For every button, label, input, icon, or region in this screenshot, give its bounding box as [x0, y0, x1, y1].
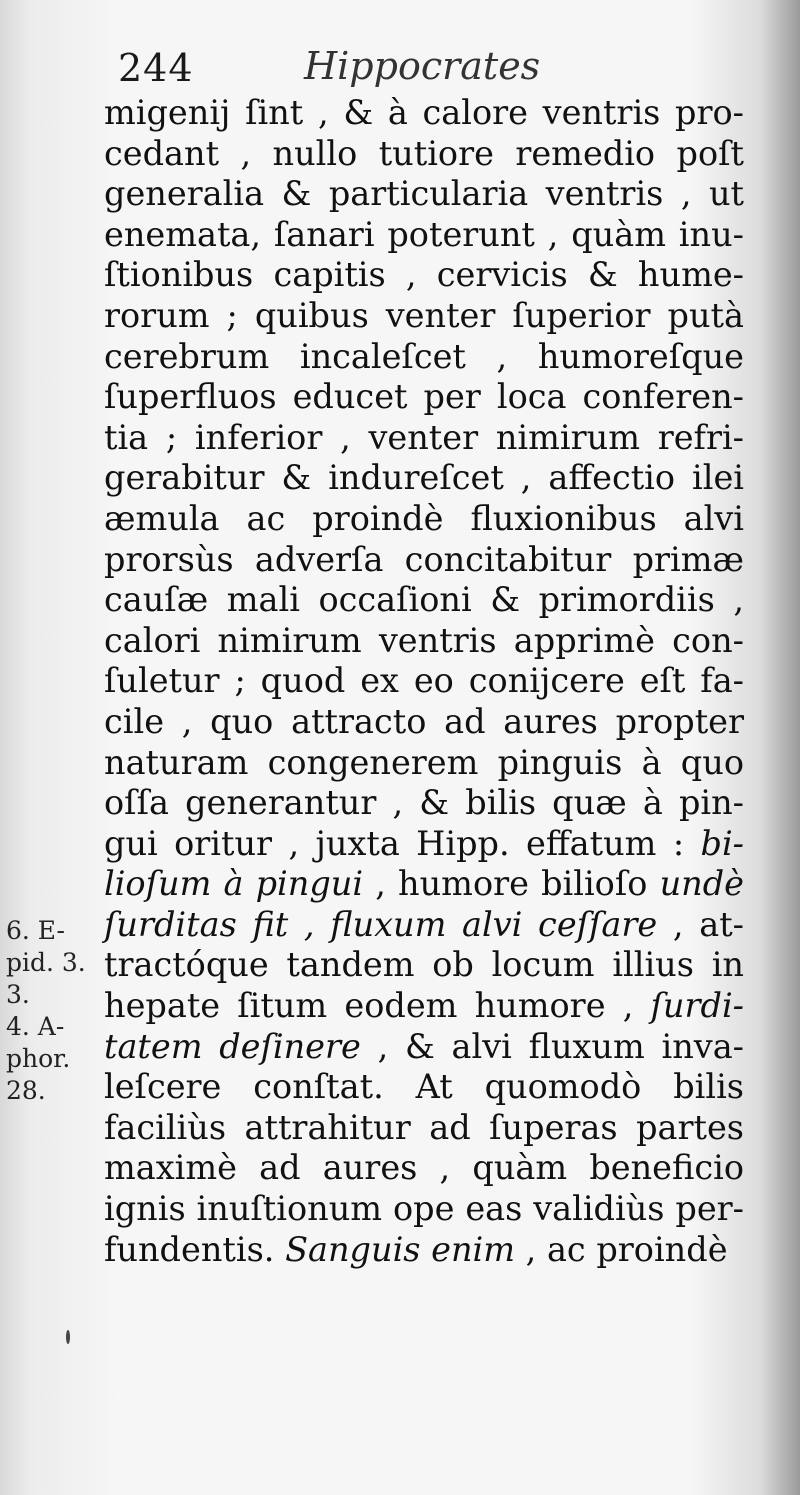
margin-note: 28. — [6, 1076, 46, 1105]
text-line — [104, 1189, 744, 1230]
text-line — [104, 621, 744, 662]
text-span: ſuperfluos educet per loca conferen- — [104, 377, 744, 417]
text-line — [104, 945, 744, 986]
ink-speck — [66, 1330, 70, 1344]
margin-notes — [6, 916, 98, 1108]
text-line — [104, 864, 744, 905]
margin-note: 3. — [6, 980, 30, 1009]
text-line — [104, 580, 744, 621]
text-line — [104, 1027, 744, 1068]
text-line — [104, 255, 744, 296]
page-header — [118, 38, 678, 98]
margin-note: pid. 3. — [6, 948, 86, 977]
text-line — [104, 905, 744, 946]
text-line — [104, 499, 744, 540]
text-line — [104, 540, 744, 581]
text-line — [104, 661, 744, 702]
text-span: cauſæ mali occaſioni & primordiis , — [104, 580, 744, 620]
text-span: æmula ac proindè fluxionibus alvi — [104, 498, 744, 538]
text-span: calori nimirum ventris apprimè con- — [104, 620, 744, 660]
text-span: cile , quo attracto ad aures propter — [104, 701, 744, 741]
text-line — [104, 1148, 744, 1189]
text-line — [104, 783, 744, 824]
text-span: prorsùs adverſa concitabitur primæ — [104, 539, 744, 579]
text-span: leſcere conſtat. At quomodò bilis — [104, 1067, 744, 1107]
running-title: Hippocrates — [304, 44, 541, 88]
text-line — [104, 174, 744, 215]
text-span: gui oritur , juxta Hipp. effatum : — [104, 823, 701, 863]
italic-text: tatem deſinere — [104, 1026, 361, 1066]
text-span: ignis inuſtionum ope eas validiùs per- — [104, 1189, 744, 1229]
text-span: gerabitur & indureſcet , affectio ilei — [104, 458, 744, 498]
text-span: maximè ad aures , quàm beneficio — [104, 1148, 744, 1188]
text-span: tia ; inferior , venter nimirum refri- — [104, 417, 744, 457]
text-line — [104, 296, 744, 337]
text-span: cerebrum incaleſcet , humoreſque — [104, 336, 744, 376]
text-line — [104, 702, 744, 743]
italic-text: bi- — [700, 823, 744, 863]
text-span: hepate ſitum eodem humore , — [104, 986, 651, 1026]
text-span: faciliùs attrahitur ad ſuperas partes — [104, 1107, 744, 1147]
text-span: , ac proindè — [515, 1229, 728, 1269]
text-line — [104, 93, 744, 134]
text-line — [104, 986, 744, 1027]
text-span: generalia & particularia ventris , ut — [104, 174, 744, 214]
text-line — [104, 377, 744, 418]
text-span: tractóque tandem ob locum illius in — [104, 945, 744, 985]
italic-text: Sanguis enim — [285, 1229, 516, 1269]
text-span: oſſa generantur , & bilis quæ à pin- — [104, 783, 744, 823]
text-span: fundentis. — [104, 1229, 286, 1269]
italic-text: ſurditas fit , fluxum alvi ceſſare — [104, 904, 658, 944]
margin-note: 6. E- — [6, 916, 65, 945]
italic-text: undè — [659, 864, 744, 904]
text-line — [104, 824, 744, 865]
text-span: rorum ; quibus venter ſuperior putà — [104, 295, 744, 335]
text-line — [104, 458, 744, 499]
italic-text: ſurdi- — [650, 986, 744, 1026]
text-span: ſuletur ; quod ex eo conijcere eſt fa- — [104, 661, 744, 701]
page-number: 244 — [118, 46, 194, 90]
text-line — [104, 215, 744, 256]
text-line — [104, 418, 744, 459]
text-line — [104, 1108, 744, 1149]
text-span: migenij ſint , & à calore ventris pro- — [104, 93, 744, 132]
text-span: , & alvi fluxum inva- — [360, 1026, 745, 1066]
text-span: naturam congenerem pinguis à quo — [104, 742, 744, 782]
text-span: , at- — [657, 904, 744, 944]
text-line — [104, 743, 744, 784]
text-line — [104, 1067, 744, 1108]
text-span: , humore bilioſo — [363, 864, 660, 904]
margin-note: phor. — [6, 1044, 71, 1073]
body-text — [104, 93, 744, 1270]
text-line — [104, 1230, 744, 1271]
italic-text: lioſum à pingui — [104, 864, 364, 904]
text-span: ſtionibus capitis , cervicis & hume- — [104, 255, 744, 295]
text-span: cedant , nullo tutiore remedio poſt — [104, 133, 744, 173]
text-span: enemata, ſanari poterunt , quàm inu- — [104, 214, 744, 254]
text-line — [104, 134, 744, 175]
margin-note: 4. A- — [6, 1012, 65, 1041]
text-line — [104, 337, 744, 378]
